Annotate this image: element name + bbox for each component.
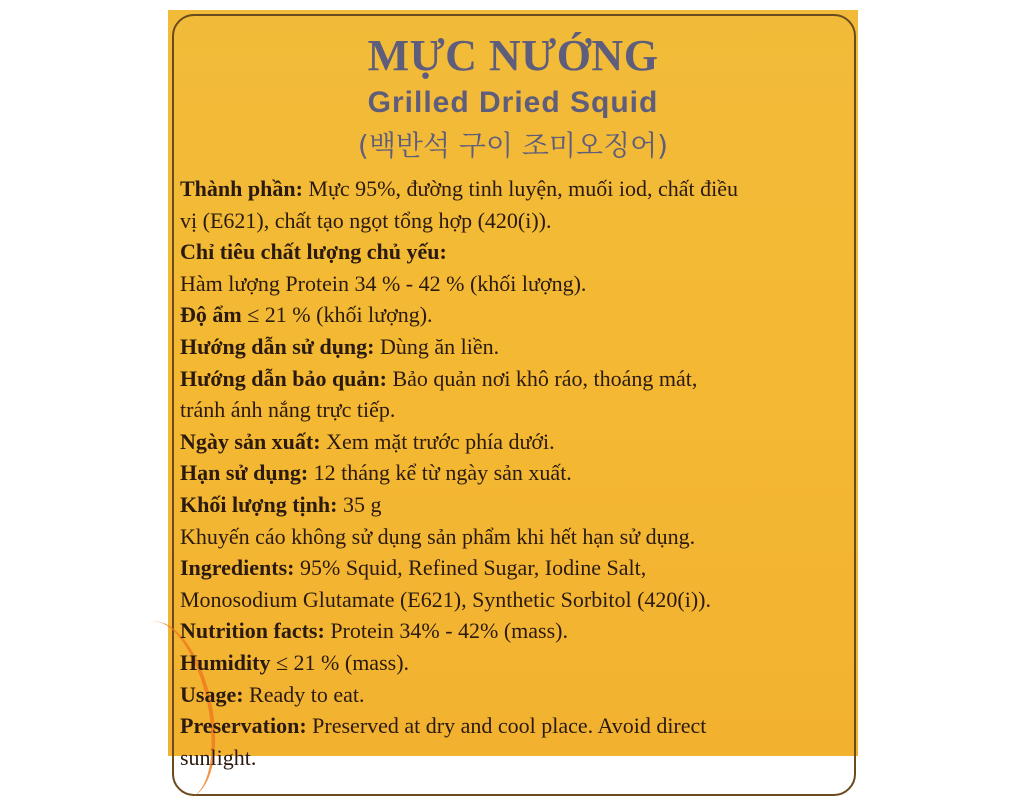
label-line (180, 268, 854, 300)
label-line-text: Protein 34% - 42% (mass). (324, 618, 568, 644)
product-title-english: Grilled Dried Squid (367, 86, 659, 119)
label-line-text: 12 tháng kể từ ngày sản xuất. (308, 460, 572, 486)
label-line-text: Ready to eat. (243, 681, 365, 707)
label-line-text: vị (E621), chất tạo ngọt tổng hợp (420(i)). (180, 207, 552, 233)
label-line-heading: Độ ẩm (180, 302, 242, 328)
product-label (168, 10, 858, 770)
label-line-heading: Thành phần: (180, 176, 303, 201)
label-line (180, 584, 854, 616)
label-line-heading: Hướng dẫn sử dụng: (180, 333, 375, 359)
label-line (180, 205, 854, 237)
label-line-text: Xem mặt trước phía dưới. (320, 428, 555, 454)
label-line-text: Preserved at dry and cool place. Avoid direct (306, 713, 707, 739)
label-line-heading: Hướng dẫn bảo quản: (180, 365, 387, 391)
label-line-text: Dùng ăn liền. (374, 333, 500, 359)
product-title-korean: (백반석 구이 조미오징어) (357, 129, 669, 162)
label-line-heading: Chỉ tiêu chất lượng chủ yếu: (180, 239, 447, 265)
label-line (180, 331, 854, 363)
label-line (180, 742, 854, 774)
label-line-text: ≤ 21 % (khối lượng). (241, 302, 433, 328)
product-title-vietnamese: MỰC NƯỚNG (367, 31, 659, 80)
label-line-heading: Humidity (180, 649, 271, 675)
label-line-text: Monosodium Glutamate (E621), Synthetic Sorbitol (420(i)). (180, 586, 711, 612)
label-line-heading: Ngày sản xuất: (180, 428, 321, 454)
label-line-heading: Nutrition facts: (180, 618, 325, 644)
label-line (180, 679, 854, 711)
label-line (180, 363, 854, 395)
label-line (180, 489, 854, 521)
label-line-text: Bảo quản nơi khô ráo, thoáng mát, (386, 365, 698, 391)
label-line-text: Hàm lượng Protein 34 % - 42 % (khối lượng). (180, 270, 587, 296)
label-line (180, 426, 854, 458)
label-line (180, 615, 854, 647)
label-line-text: sunlight. (180, 744, 257, 770)
label-line-text: Khuyến cáo không sử dụng sản phẩm khi hết hạn sử dụng. (180, 523, 696, 549)
label-line (180, 236, 854, 268)
label-line-heading: Preservation: (180, 713, 307, 739)
label-line-text: tránh ánh nắng trực tiếp. (180, 397, 396, 423)
label-text-body (180, 173, 854, 773)
label-line-heading: Usage: (180, 681, 244, 707)
label-line (180, 647, 854, 679)
label-line-text: 35 g (337, 491, 382, 517)
label-line (180, 299, 854, 331)
label-line (180, 710, 854, 742)
label-line (180, 521, 854, 553)
label-line-text: 95% Squid, Refined Sugar, Iodine Salt, (294, 555, 647, 581)
label-line-heading: Hạn sử dụng: (180, 460, 309, 486)
label-line (180, 457, 854, 489)
label-line (180, 173, 854, 205)
label-line (180, 394, 854, 426)
label-line-heading: Ingredients: (180, 555, 295, 581)
label-line-text: ≤ 21 % (mass). (270, 649, 410, 675)
label-line-text: Mực 95%, đường tinh luyện, muối iod, chất điều (302, 176, 739, 201)
label-line-heading: Khối lượng tịnh: (180, 491, 338, 517)
label-line (180, 552, 854, 584)
